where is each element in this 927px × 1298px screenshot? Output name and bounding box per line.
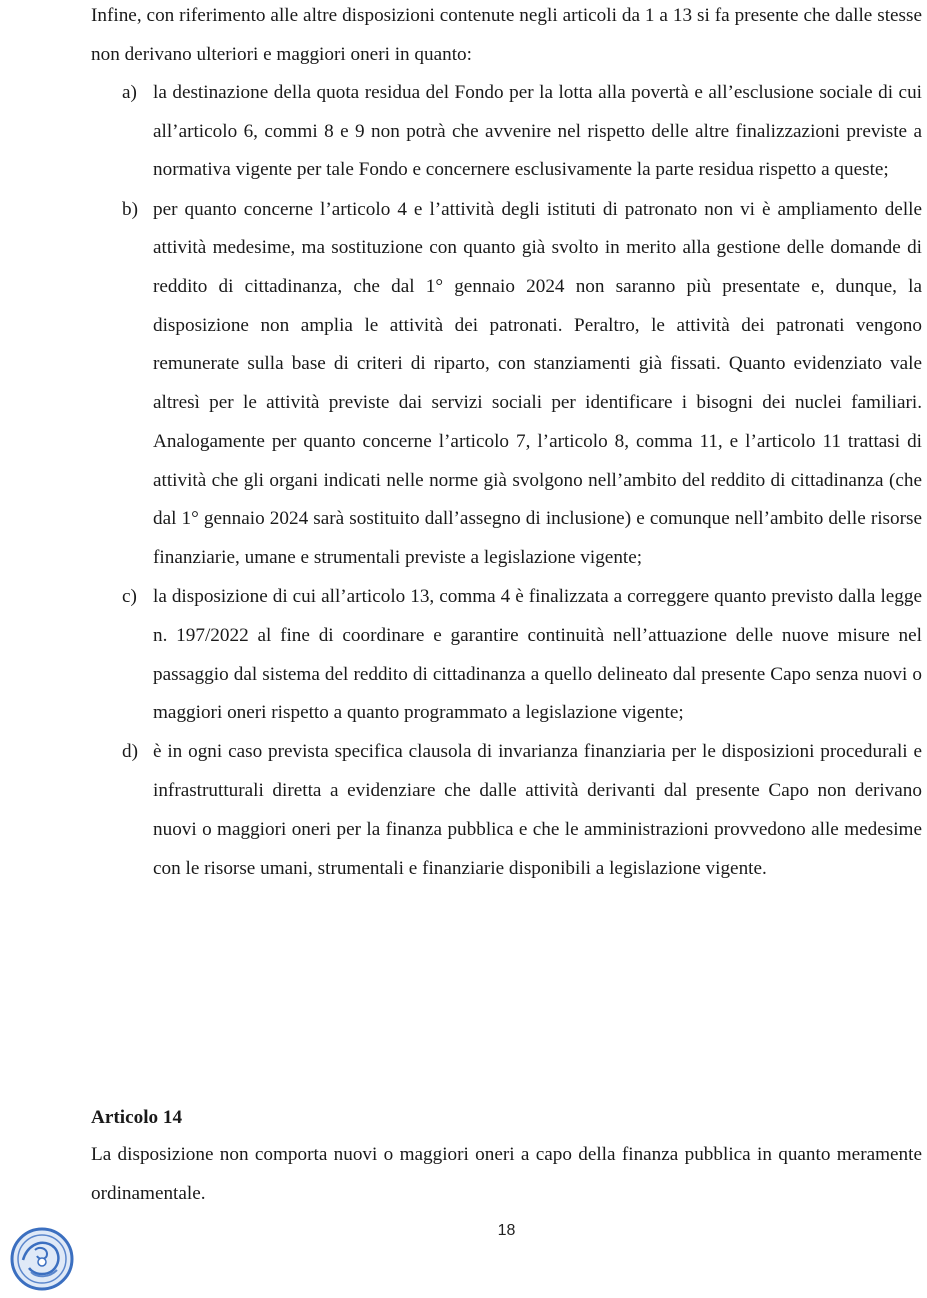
list-item — [91, 578, 922, 733]
page-number: 18 — [497, 1222, 516, 1239]
list-marker: c) — [122, 586, 137, 608]
official-seal-icon — [9, 1226, 75, 1292]
list-item-text: è in ogni caso prevista specifica clausola di invarianza finanziaria per le disposizioni procedurali e infrastrutturali diretta a evidenziare che dalle attività derivanti dal presente Capo non derivano nuovi o maggiori oneri per la finanza pubblica e che le amministrazioni provvedono alle medesime con le risorse umani, strumentali e finanziarie disponibili a legislazione vigente. — [153, 741, 922, 879]
provisions-list — [91, 74, 922, 889]
list-item-text: la destinazione della quota residua del Fondo per la lotta alla povertà e all’esclusione sociale di cui all’articolo 6, commi 8 e 9 non potrà che avvenire nel rispetto delle altre finalizzazioni previste a normativa vigente per tale Fondo e concernere esclusivamente la parte residua rispetto a queste; — [153, 82, 922, 181]
list-marker: a) — [122, 82, 137, 103]
list-marker: d) — [122, 741, 138, 763]
list-marker: b) — [122, 198, 138, 220]
list-item — [91, 733, 922, 888]
list-item — [91, 74, 922, 190]
list-item — [91, 191, 922, 578]
article-paragraph: La disposizione non comporta nuovi o maggiori oneri a capo della finanza pubblica in quanto meramente ordinamentale. — [91, 1144, 922, 1204]
intro-paragraph: Infine, con riferimento alle altre disposizioni contenute negli articoli da 1 a 13 si fa presente che dalle stesse non derivano ulteriori e maggiori oneri in quanto: — [91, 5, 922, 65]
article-heading: Articolo 14 — [91, 1107, 183, 1128]
list-item-text: per quanto concerne l’articolo 4 e l’attività degli istituti di patronato non vi è ampliamento delle attività medesime, ma sostituzione con quanto già svolto in merito alla gestione delle domande di reddito di cittadinanza, che dal 1° gennaio 2024 non saranno più presentate e, dunque, la disposizione non amplia le attività dei patronati. Peraltro, le attività dei patronati vengono remunerate sulla base di criteri di riparto, con stanziamenti già fissati. Quanto evidenziato vale altresì per le attività previste dai servizi sociali per identificare i bisogni dei nuclei familiari. Analogamente per quanto concerne l’articolo 7, l’articolo 8, comma 11, e l’articolo 11 trattasi di attività che gli organi indicati nelle norme già svolgono nell’ambito del reddito di cittadinanza (che dal 1° gennaio 2024 sarà sostituito dall’assegno di inclusione) e comunque nell’ambito delle risorse finanziarie, umane e strumentali previste a legislazione vigente; — [153, 198, 922, 568]
list-item-text: la disposizione di cui all’articolo 13, comma 4 è finalizzata a correggere quanto previsto dalla legge n. 197/2022 al fine di coordinare e garantire continuità nell’attuazione delle nuove misure nel passaggio dal sistema del reddito di cittadinanza a quello delineato dal presente Capo senza nuovi o maggiori oneri rispetto a quanto programmato a legislazione vigente; — [153, 586, 922, 724]
